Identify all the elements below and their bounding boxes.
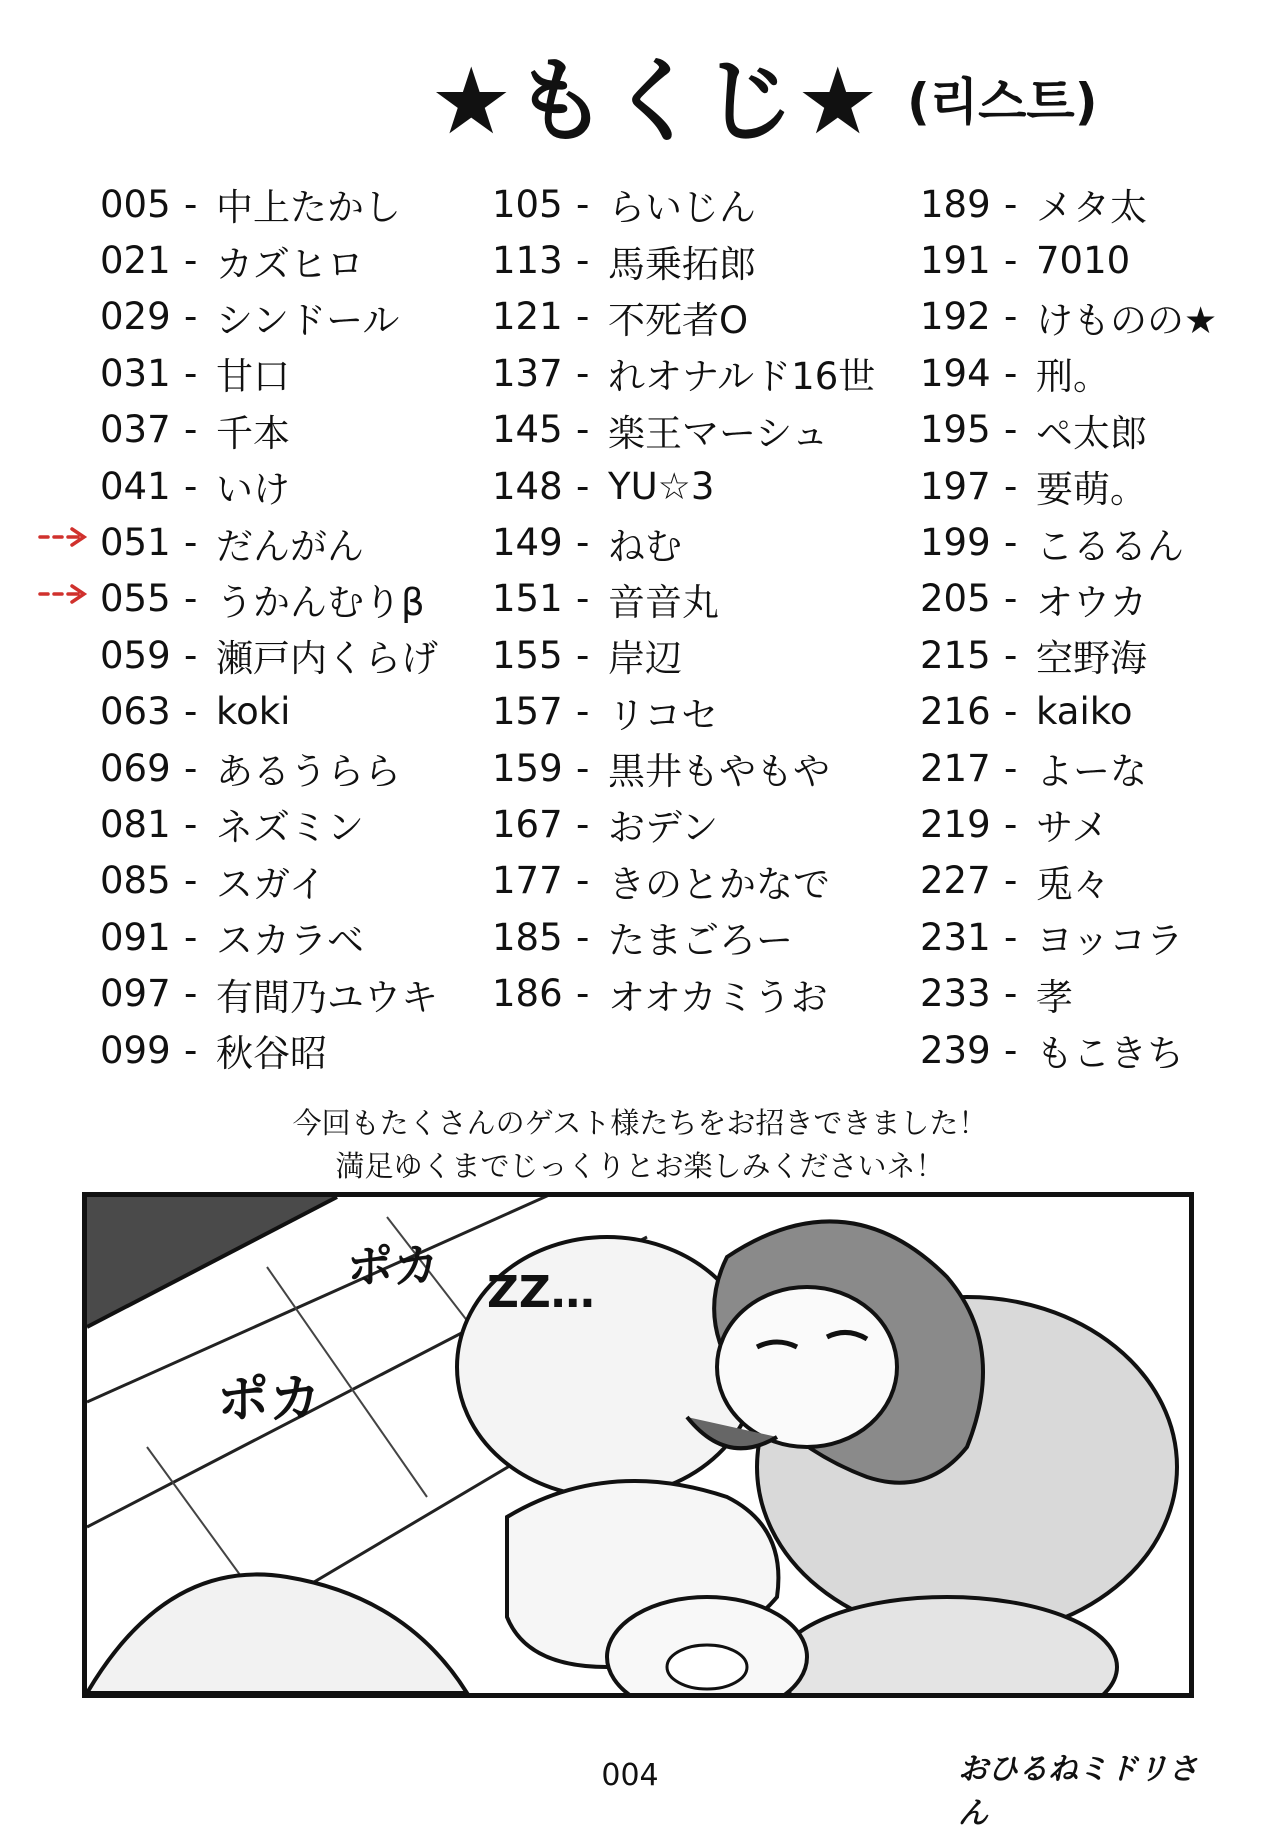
- toc-author-name: YU☆3: [608, 464, 715, 508]
- toc-author-name: 甘口: [216, 355, 290, 399]
- toc-dash: -: [576, 577, 590, 621]
- toc-page-number: 005: [100, 182, 171, 226]
- toc-page-number: 051: [100, 521, 171, 565]
- toc-author-name: 7010: [1036, 239, 1131, 283]
- toc-dash: -: [184, 633, 198, 677]
- toc-page-number: 189: [920, 182, 991, 226]
- toc-entry: [920, 176, 1217, 232]
- toc-author-name: カズヒロ: [216, 242, 364, 286]
- toc-dash: -: [184, 239, 198, 283]
- toc-page-number: 121: [492, 295, 563, 339]
- toc-page-number: 055: [100, 577, 171, 621]
- toc-dash: -: [1004, 633, 1018, 677]
- toc-page-number: 069: [100, 746, 171, 790]
- toc-author-name: 刑。: [1036, 355, 1110, 399]
- toc-author-name: 瀬戸内くらげ: [216, 637, 438, 681]
- toc-author-name: よーな: [1036, 750, 1147, 794]
- toc-entry: [920, 1022, 1217, 1078]
- toc-dash: -: [576, 351, 590, 395]
- toc-entry: [100, 627, 438, 683]
- toc-entry: [100, 965, 438, 1021]
- toc-author-name: いけ: [216, 468, 290, 512]
- toc-page-number: 185: [492, 915, 563, 959]
- toc-entry: [920, 514, 1217, 570]
- toc-author-name: 黒井もやもや: [608, 750, 830, 794]
- toc-page-number: 149: [492, 521, 563, 565]
- toc-dash: -: [1004, 1028, 1018, 1072]
- toc-entry: [492, 232, 875, 288]
- toc-author-name: 音音丸: [608, 580, 719, 624]
- red-arrow-marker: [38, 578, 92, 608]
- toc-author-name: だんがん: [216, 524, 364, 568]
- toc-page-number: 041: [100, 464, 171, 508]
- toc-page-number: 215: [920, 633, 991, 677]
- toc-author-name: オウカ: [1036, 580, 1147, 624]
- toc-dash: -: [184, 577, 198, 621]
- toc-page-number: 217: [920, 746, 991, 790]
- toc-entry: [492, 684, 875, 740]
- toc-entry: [492, 345, 875, 401]
- toc-page-number: 021: [100, 239, 171, 283]
- toc-dash: -: [1004, 802, 1018, 846]
- toc-entry: [100, 176, 438, 232]
- toc-author-name: らいじん: [608, 186, 756, 230]
- toc-page-number: 216: [920, 690, 991, 734]
- toc-author-name: 秋谷昭: [216, 1032, 327, 1076]
- toc-entry: [920, 289, 1217, 345]
- toc-dash: -: [184, 464, 198, 508]
- snore-text: ZZ…: [487, 1267, 595, 1318]
- toc-entry: [492, 289, 875, 345]
- toc-page-number: 085: [100, 859, 171, 903]
- toc-entry: [920, 232, 1217, 288]
- toc-author-name: リコセ: [608, 693, 719, 737]
- toc-entry: [920, 627, 1217, 683]
- toc-dash: -: [1004, 408, 1018, 452]
- toc-page-number: 148: [492, 464, 563, 508]
- toc-page-number: 167: [492, 802, 563, 846]
- toc-author-name: ヨッコラ: [1036, 919, 1184, 963]
- toc-page-number: 199: [920, 521, 991, 565]
- toc-author-name: 有間乃ユウキ: [216, 975, 438, 1019]
- toc-entry: [920, 909, 1217, 965]
- toc-entry: [920, 345, 1217, 401]
- toc-entry: [492, 402, 875, 458]
- toc-page-number: 037: [100, 408, 171, 452]
- toc-dash: -: [576, 521, 590, 565]
- toc-page-number: 081: [100, 802, 171, 846]
- toc-dash: -: [576, 295, 590, 339]
- toc-author-name: koki: [216, 690, 291, 734]
- artist-signature: おひるねミドリさん: [958, 1752, 1198, 1831]
- toc-dash: -: [1004, 577, 1018, 621]
- toc-entry: [100, 684, 438, 740]
- toc-author-name: れオナルド16世: [608, 355, 876, 399]
- toc-dash: -: [184, 972, 198, 1016]
- toc-author-name: 不死者O: [608, 298, 749, 342]
- toc-entry: [920, 458, 1217, 514]
- toc-page-number: 113: [492, 239, 563, 283]
- toc-page-number: 233: [920, 972, 991, 1016]
- toc-dash: -: [576, 972, 590, 1016]
- toc-page-number: 205: [920, 577, 991, 621]
- toc-page-number: 097: [100, 972, 171, 1016]
- toc-entry: [920, 402, 1217, 458]
- guest-message: [0, 1102, 1280, 1188]
- toc-column-2: [492, 176, 875, 1022]
- message-line-1: 今回もたくさんのゲスト様たちをお招きできました！: [292, 1106, 988, 1140]
- toc-author-name: もこきち: [1036, 1032, 1184, 1076]
- toc-dash: -: [576, 633, 590, 677]
- toc-page-number: 105: [492, 182, 563, 226]
- toc-page-number: 031: [100, 351, 171, 395]
- toc-entry: [920, 571, 1217, 627]
- toc-dash: -: [1004, 182, 1018, 226]
- toc-page-number: 195: [920, 408, 991, 452]
- toc-author-name: うかんむりβ: [216, 580, 425, 624]
- toc-entry: [920, 796, 1217, 852]
- toc-entry: [100, 740, 438, 796]
- toc-author-name: 空野海: [1036, 637, 1147, 681]
- toc-author-name: サメ: [1036, 806, 1109, 850]
- toc-author-name: 中上たかし: [216, 186, 401, 230]
- toc-dash: -: [184, 1028, 198, 1072]
- toc-column-3: [920, 176, 1217, 1078]
- toc-entry: [100, 345, 438, 401]
- toc-page-number: 145: [492, 408, 563, 452]
- toc-dash: -: [1004, 464, 1018, 508]
- toc-author-name: 兎々: [1036, 862, 1110, 906]
- sleeping-character-illustration: [87, 1197, 1189, 1693]
- toc-author-name: こるるん: [1036, 524, 1184, 568]
- toc-dash: -: [1004, 295, 1018, 339]
- title-main: ★もくじ★: [430, 48, 881, 155]
- toc-dash: -: [576, 182, 590, 226]
- toc-author-name: kaiko: [1036, 690, 1133, 734]
- toc-page-number: 191: [920, 239, 991, 283]
- red-arrow-marker: [38, 521, 92, 551]
- toc-entry: [492, 627, 875, 683]
- toc-entry: [920, 853, 1217, 909]
- toc-dash: -: [1004, 690, 1018, 734]
- toc-page-number: 137: [492, 351, 563, 395]
- toc-author-name: スカラベ: [216, 919, 364, 963]
- toc-author-name: 岸辺: [608, 637, 682, 681]
- toc-author-name: おデン: [608, 806, 719, 850]
- toc-author-name: ねむ: [608, 524, 682, 568]
- toc-dash: -: [576, 690, 590, 734]
- toc-entry: [920, 684, 1217, 740]
- toc-dash: -: [1004, 915, 1018, 959]
- toc-dash: -: [184, 521, 198, 565]
- toc-page-number: 091: [100, 915, 171, 959]
- sfx-poka-1: ポカ: [347, 1239, 439, 1293]
- toc-page-number: 157: [492, 690, 563, 734]
- sfx-poka-2: ポカ: [217, 1370, 322, 1430]
- toc-dash: -: [1004, 859, 1018, 903]
- toc-entry: [492, 571, 875, 627]
- toc-entry: [100, 909, 438, 965]
- toc-dash: -: [184, 351, 198, 395]
- toc-entry: [492, 740, 875, 796]
- toc-page-number: 186: [492, 972, 563, 1016]
- toc-entry: [492, 458, 875, 514]
- toc-author-name: きのとかなで: [608, 862, 830, 906]
- toc-dash: -: [576, 464, 590, 508]
- toc-page-number: 227: [920, 859, 991, 903]
- page-title: [430, 48, 1150, 155]
- toc-entry: [100, 1022, 438, 1078]
- toc-dash: -: [576, 746, 590, 790]
- toc-page-number: 059: [100, 633, 171, 677]
- toc-dash: -: [184, 295, 198, 339]
- toc-page-number: 063: [100, 690, 171, 734]
- toc-page-number: 029: [100, 295, 171, 339]
- toc-dash: -: [1004, 239, 1018, 283]
- toc-dash: -: [184, 408, 198, 452]
- toc-entry: [920, 740, 1217, 796]
- toc-dash: -: [1004, 972, 1018, 1016]
- toc-dash: -: [576, 239, 590, 283]
- toc-author-name: メタ太: [1036, 186, 1147, 230]
- toc-author-name: 馬乗拓郎: [608, 242, 756, 286]
- toc-author-name: あるうらら: [216, 750, 401, 794]
- toc-page-number: 192: [920, 295, 991, 339]
- toc-entry: [492, 965, 875, 1021]
- page-number: 004: [601, 1758, 659, 1793]
- toc-entry: [100, 232, 438, 288]
- toc-dash: -: [1004, 521, 1018, 565]
- toc-author-name: 要萌。: [1036, 468, 1147, 512]
- toc-dash: -: [184, 859, 198, 903]
- toc-entry: [492, 176, 875, 232]
- toc-page-number: 194: [920, 351, 991, 395]
- toc-dash: -: [576, 408, 590, 452]
- toc-dash: -: [184, 746, 198, 790]
- toc-entry: [100, 289, 438, 345]
- toc-dash: -: [184, 690, 198, 734]
- toc-author-name: 孝: [1036, 975, 1073, 1019]
- toc-page-number: 239: [920, 1028, 991, 1072]
- toc-author-name: けものの★: [1036, 298, 1218, 342]
- toc-author-name: オオカミうお: [608, 975, 828, 1019]
- toc-page-number: 159: [492, 746, 563, 790]
- toc-column-1: [100, 176, 438, 1078]
- toc-author-name: 楽王マーシュ: [608, 411, 829, 455]
- toc-page-number: 151: [492, 577, 563, 621]
- toc-author-name: ネズミン: [216, 806, 364, 850]
- toc-entry: [492, 909, 875, 965]
- toc-page-number: 219: [920, 802, 991, 846]
- toc-author-name: たまごろー: [608, 919, 793, 963]
- toc-dash: -: [1004, 351, 1018, 395]
- toc-author-name: 千本: [216, 411, 290, 455]
- toc-entry: [492, 514, 875, 570]
- toc-page-number: 155: [492, 633, 563, 677]
- toc-entry: [920, 965, 1217, 1021]
- toc-entry: [100, 853, 438, 909]
- toc-entry: [100, 796, 438, 852]
- toc-dash: -: [184, 915, 198, 959]
- toc-entry: [100, 514, 438, 570]
- toc-dash: -: [576, 802, 590, 846]
- toc-author-name: スガイ: [216, 862, 326, 906]
- toc-page-number: 099: [100, 1028, 171, 1072]
- toc-page-number: 231: [920, 915, 991, 959]
- toc-page-number: 177: [492, 859, 563, 903]
- toc-dash: -: [184, 182, 198, 226]
- toc-dash: -: [184, 802, 198, 846]
- toc-entry: [100, 402, 438, 458]
- toc-author-name: ペ太郎: [1036, 411, 1147, 455]
- toc-dash: -: [576, 859, 590, 903]
- comic-panel: [82, 1192, 1194, 1698]
- toc-author-name: シンドール: [216, 298, 400, 342]
- toc-entry: [100, 571, 438, 627]
- toc-dash: -: [576, 915, 590, 959]
- title-sub: (리스트): [906, 73, 1098, 131]
- toc-dash: -: [1004, 746, 1018, 790]
- toc-entry: [100, 458, 438, 514]
- toc-page-number: 197: [920, 464, 991, 508]
- message-line-2: 満足ゆくまでじっくりとお楽しみくださいネ！: [335, 1149, 945, 1183]
- toc-entry: [492, 853, 875, 909]
- toc-entry: [492, 796, 875, 852]
